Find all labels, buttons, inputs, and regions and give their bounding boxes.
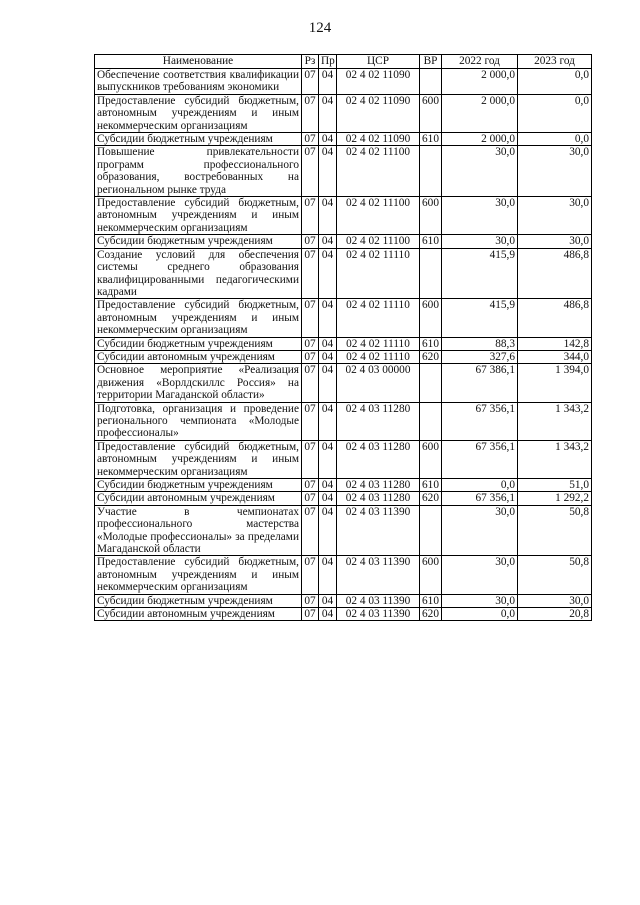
- cell-pr: 04: [319, 197, 337, 235]
- table-row: [95, 440, 592, 478]
- cell-2022: 30,0: [442, 197, 518, 235]
- cell-2022: 2 000,0: [442, 69, 518, 95]
- cell-name: Участие в чемпионатах профессионального мастерства «Молодые профессионалы» за пределами Магаданской области: [95, 505, 302, 556]
- cell-pr: 04: [319, 235, 337, 248]
- cell-2022: 88,3: [442, 337, 518, 350]
- cell-rz: 07: [302, 94, 319, 132]
- cell-name: Субсидии бюджетным учреждениям: [95, 594, 302, 607]
- cell-2022: 30,0: [442, 146, 518, 197]
- table-row: [95, 608, 592, 621]
- cell-name: Основное мероприятие «Реализация движения «Ворлдскиллс Россия» на территории Магаданской области»: [95, 364, 302, 402]
- cell-name: Субсидии бюджетным учреждениям: [95, 479, 302, 492]
- cell-csr: 02 4 03 11280: [337, 479, 420, 492]
- cell-pr: 04: [319, 440, 337, 478]
- cell-pr: 04: [319, 594, 337, 607]
- cell-2023: 0,0: [518, 94, 592, 132]
- cell-rz: 07: [302, 505, 319, 556]
- cell-2023: 20,8: [518, 608, 592, 621]
- cell-2022: 30,0: [442, 235, 518, 248]
- table-row: [95, 248, 592, 299]
- cell-vr: [420, 402, 442, 440]
- cell-vr: 610: [420, 133, 442, 146]
- cell-name: Предоставление субсидий бюджетным, автономным учреждениям и иным некоммерческим организациям: [95, 197, 302, 235]
- cell-pr: 04: [319, 505, 337, 556]
- cell-csr: 02 4 02 11100: [337, 197, 420, 235]
- cell-pr: 04: [319, 492, 337, 505]
- col-header-name: Наименование: [95, 55, 302, 69]
- cell-pr: 04: [319, 350, 337, 363]
- cell-csr: 02 4 03 11280: [337, 492, 420, 505]
- cell-rz: 07: [302, 69, 319, 95]
- cell-name: Субсидии автономным учреждениям: [95, 350, 302, 363]
- cell-vr: 600: [420, 94, 442, 132]
- cell-rz: 07: [302, 402, 319, 440]
- table-row: [95, 594, 592, 607]
- cell-csr: 02 4 02 11110: [337, 337, 420, 350]
- cell-csr: 02 4 02 11110: [337, 350, 420, 363]
- cell-2023: 486,8: [518, 248, 592, 299]
- cell-pr: 04: [319, 299, 337, 337]
- cell-vr: 620: [420, 608, 442, 621]
- cell-csr: 02 4 02 11110: [337, 248, 420, 299]
- cell-name: Повышение привлекательности программ профессионального образования, востребованных на региональном рынке труда: [95, 146, 302, 197]
- cell-2023: 0,0: [518, 133, 592, 146]
- cell-2023: 30,0: [518, 146, 592, 197]
- cell-csr: 02 4 03 11390: [337, 608, 420, 621]
- cell-pr: 04: [319, 69, 337, 95]
- table-row: [95, 479, 592, 492]
- cell-vr: 620: [420, 350, 442, 363]
- cell-2023: 0,0: [518, 69, 592, 95]
- cell-vr: [420, 69, 442, 95]
- cell-2022: 0,0: [442, 608, 518, 621]
- cell-rz: 07: [302, 594, 319, 607]
- cell-name: Субсидии бюджетным учреждениям: [95, 133, 302, 146]
- page-number: 124: [308, 20, 332, 36]
- table-row: [95, 350, 592, 363]
- cell-csr: 02 4 02 11090: [337, 69, 420, 95]
- cell-csr: 02 4 02 11110: [337, 299, 420, 337]
- cell-name: Создание условий для обеспечения системы среднего образования квалифицированными педагогическими кадрами: [95, 248, 302, 299]
- cell-pr: 04: [319, 479, 337, 492]
- cell-name: Субсидии бюджетным учреждениям: [95, 235, 302, 248]
- cell-name: Предоставление субсидий бюджетным, автономным учреждениям и иным некоммерческим организациям: [95, 440, 302, 478]
- table-row: [95, 402, 592, 440]
- cell-name: Субсидии автономным учреждениям: [95, 608, 302, 621]
- cell-name: Предоставление субсидий бюджетным, автономным учреждениям и иным некоммерческим организациям: [95, 299, 302, 337]
- cell-2023: 486,8: [518, 299, 592, 337]
- cell-name: Обеспечение соответствия квалификации выпускников требованиям экономики: [95, 69, 302, 95]
- cell-pr: 04: [319, 146, 337, 197]
- cell-name: Предоставление субсидий бюджетным, автономным учреждениям и иным некоммерческим организациям: [95, 556, 302, 594]
- cell-rz: 07: [302, 350, 319, 363]
- header-row: [95, 55, 592, 69]
- cell-2022: 30,0: [442, 505, 518, 556]
- cell-rz: 07: [302, 248, 319, 299]
- cell-2022: 30,0: [442, 594, 518, 607]
- cell-vr: 600: [420, 197, 442, 235]
- cell-vr: 600: [420, 440, 442, 478]
- cell-vr: 600: [420, 299, 442, 337]
- cell-vr: 610: [420, 594, 442, 607]
- cell-csr: 02 4 03 11390: [337, 556, 420, 594]
- cell-name: Субсидии автономным учреждениям: [95, 492, 302, 505]
- cell-2023: 344,0: [518, 350, 592, 363]
- cell-2023: 1 292,2: [518, 492, 592, 505]
- table-row: [95, 197, 592, 235]
- cell-2022: 2 000,0: [442, 94, 518, 132]
- cell-2022: 67 356,1: [442, 402, 518, 440]
- table-row: [95, 364, 592, 402]
- cell-2023: 1 343,2: [518, 402, 592, 440]
- col-header-2023: 2023 год: [518, 55, 592, 69]
- cell-2023: 142,8: [518, 337, 592, 350]
- cell-rz: 07: [302, 337, 319, 350]
- col-header-rz: Рз: [302, 55, 319, 69]
- cell-2022: 67 386,1: [442, 364, 518, 402]
- table-row: [95, 556, 592, 594]
- cell-rz: 07: [302, 556, 319, 594]
- cell-csr: 02 4 02 11090: [337, 133, 420, 146]
- cell-vr: [420, 505, 442, 556]
- cell-pr: 04: [319, 402, 337, 440]
- cell-2022: 327,6: [442, 350, 518, 363]
- cell-2023: 50,8: [518, 505, 592, 556]
- cell-vr: [420, 146, 442, 197]
- cell-pr: 04: [319, 133, 337, 146]
- cell-rz: 07: [302, 146, 319, 197]
- cell-2023: 30,0: [518, 235, 592, 248]
- cell-2022: 415,9: [442, 299, 518, 337]
- cell-vr: 600: [420, 556, 442, 594]
- col-header-pr: Пр: [319, 55, 337, 69]
- cell-vr: [420, 248, 442, 299]
- cell-2023: 1 394,0: [518, 364, 592, 402]
- cell-csr: 02 4 02 11100: [337, 146, 420, 197]
- cell-pr: 04: [319, 94, 337, 132]
- cell-vr: [420, 364, 442, 402]
- cell-rz: 07: [302, 197, 319, 235]
- cell-rz: 07: [302, 440, 319, 478]
- cell-vr: 610: [420, 479, 442, 492]
- cell-vr: 620: [420, 492, 442, 505]
- cell-csr: 02 4 03 11280: [337, 402, 420, 440]
- cell-csr: 02 4 03 00000: [337, 364, 420, 402]
- cell-csr: 02 4 02 11100: [337, 235, 420, 248]
- cell-rz: 07: [302, 608, 319, 621]
- budget-table: [94, 54, 592, 621]
- cell-2023: 51,0: [518, 479, 592, 492]
- cell-2023: 30,0: [518, 197, 592, 235]
- cell-vr: 610: [420, 235, 442, 248]
- cell-rz: 07: [302, 492, 319, 505]
- cell-2023: 50,8: [518, 556, 592, 594]
- col-header-csr: ЦСР: [337, 55, 420, 69]
- table-body: [95, 69, 592, 621]
- cell-pr: 04: [319, 337, 337, 350]
- cell-2023: 30,0: [518, 594, 592, 607]
- table-row: [95, 133, 592, 146]
- table-row: [95, 505, 592, 556]
- cell-rz: 07: [302, 299, 319, 337]
- cell-rz: 07: [302, 133, 319, 146]
- cell-2022: 415,9: [442, 248, 518, 299]
- cell-pr: 04: [319, 248, 337, 299]
- cell-name: Субсидии бюджетным учреждениям: [95, 337, 302, 350]
- cell-csr: 02 4 03 11280: [337, 440, 420, 478]
- table-row: [95, 337, 592, 350]
- cell-2022: 67 356,1: [442, 440, 518, 478]
- cell-pr: 04: [319, 364, 337, 402]
- cell-pr: 04: [319, 556, 337, 594]
- table-row: [95, 146, 592, 197]
- cell-pr: 04: [319, 608, 337, 621]
- cell-rz: 07: [302, 364, 319, 402]
- cell-2022: 30,0: [442, 556, 518, 594]
- table-row: [95, 94, 592, 132]
- cell-vr: 610: [420, 337, 442, 350]
- cell-2023: 1 343,2: [518, 440, 592, 478]
- table-row: [95, 492, 592, 505]
- table-row: [95, 299, 592, 337]
- cell-rz: 07: [302, 235, 319, 248]
- col-header-vr: ВР: [420, 55, 442, 69]
- cell-2022: 2 000,0: [442, 133, 518, 146]
- cell-csr: 02 4 03 11390: [337, 505, 420, 556]
- cell-csr: 02 4 02 11090: [337, 94, 420, 132]
- table-row: [95, 69, 592, 95]
- table-row: [95, 235, 592, 248]
- cell-2022: 67 356,1: [442, 492, 518, 505]
- cell-name: Подготовка, организация и проведение регионального чемпионата «Молодые профессионалы»: [95, 402, 302, 440]
- cell-rz: 07: [302, 479, 319, 492]
- cell-2022: 0,0: [442, 479, 518, 492]
- cell-name: Предоставление субсидий бюджетным, автономным учреждениям и иным некоммерческим организациям: [95, 94, 302, 132]
- cell-csr: 02 4 03 11390: [337, 594, 420, 607]
- col-header-2022: 2022 год: [442, 55, 518, 69]
